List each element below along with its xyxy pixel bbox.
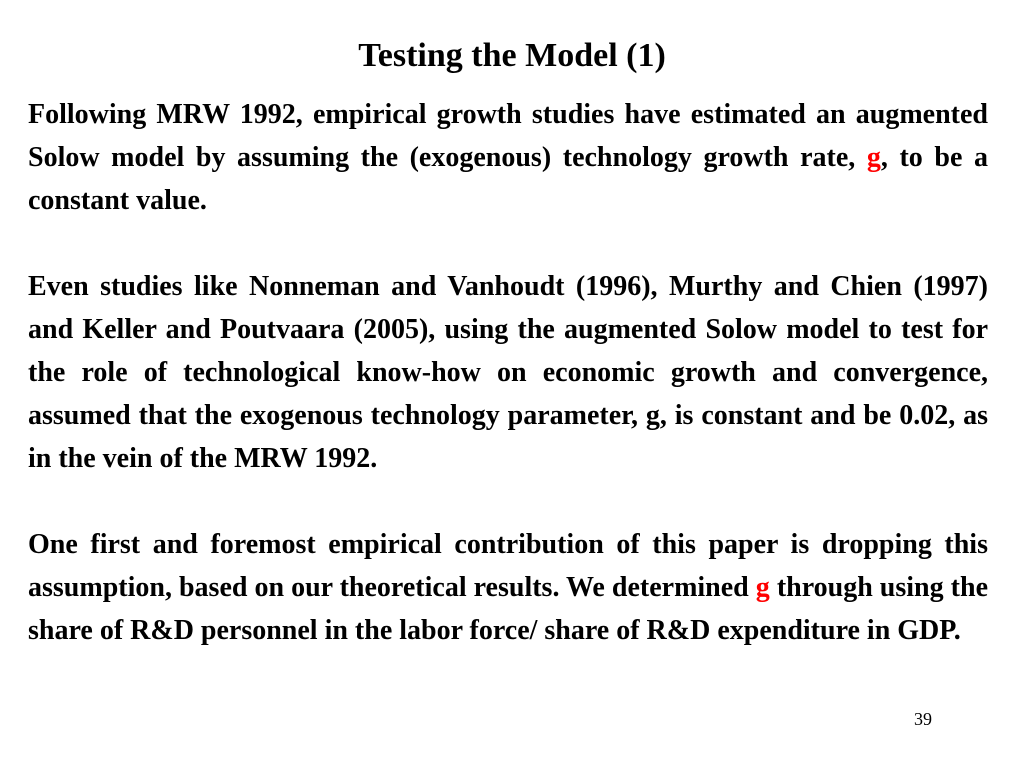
paragraph-3 [28, 523, 988, 652]
slide-body [28, 93, 988, 652]
variable-g-highlight: g [866, 142, 881, 173]
paragraph-3-text-start: One first and foremost empirical contribution of this paper is dropping this assumption, based on our theoretical results. We determined [28, 529, 988, 603]
paragraph-1-text-end: , to be a constant value. [28, 142, 988, 216]
paragraph-1-text-start: Following MRW 1992, empirical growth studies have estimated an augmented Solow model by assuming the (exogenous) technology growth rate, [28, 99, 988, 173]
paragraph-1 [28, 93, 988, 222]
slide-title: Testing the Model (1) [358, 37, 666, 74]
page-number: 39 [914, 709, 932, 729]
paragraph-2: Even studies like Nonneman and Vanhoudt (1996), Murthy and Chien (1997) and Keller and Poutvaara (2005), using the augmented Solow model to test for the role of technological know-how on economic growth and convergence, assumed that the exogenous technology parameter, g, is constant and be 0.02, as in the vein of the MRW 1992. [28, 271, 988, 474]
variable-g-highlight: g [755, 572, 770, 603]
paragraph-3-text-end: through using the share of R&D personnel in the labor force/ share of R&D expenditure in GDP. [28, 572, 988, 646]
paragraph-spacer [28, 480, 988, 523]
paragraph-spacer [28, 222, 988, 265]
